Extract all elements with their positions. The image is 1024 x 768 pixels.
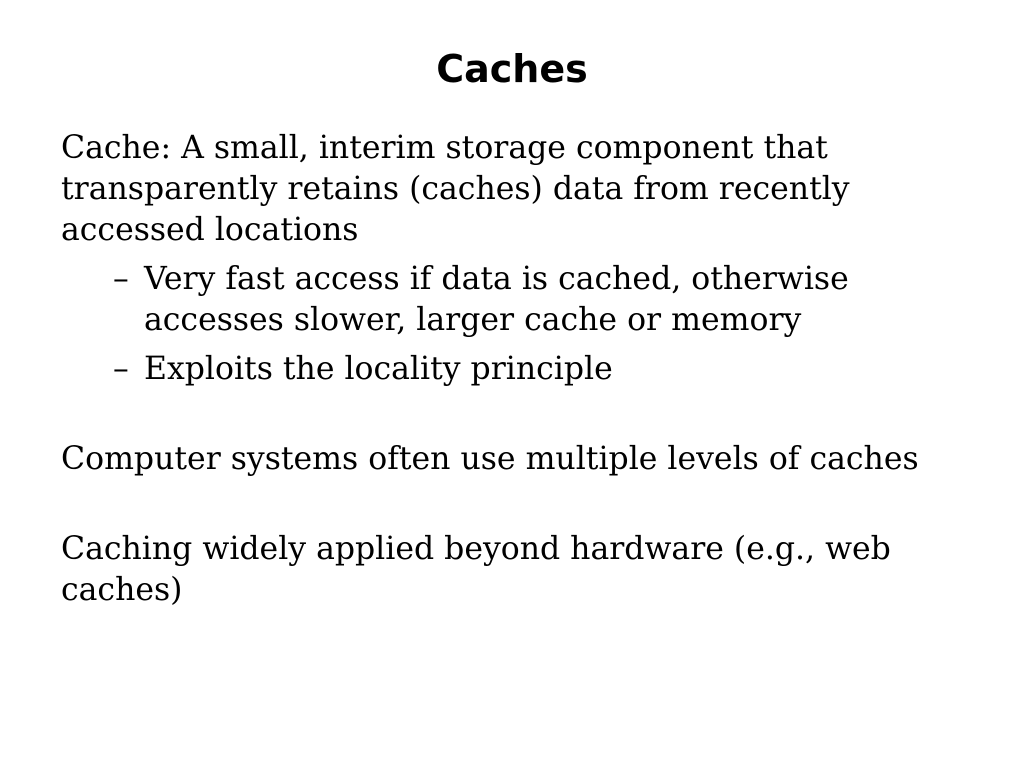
beyond-line: caches) xyxy=(61,572,183,608)
beyond-line: Caching widely applied beyond hardware (e.g., web xyxy=(61,531,891,567)
definition-line: Cache: A small, interim storage component that xyxy=(61,130,828,166)
sub-bullet-line: Very fast access if data is cached, otherwise xyxy=(144,261,849,297)
dash-marker: – xyxy=(113,351,129,387)
multilevel-line: Computer systems often use multiple levels of caches xyxy=(61,441,919,477)
definition-line: transparently retains (caches) data from recently xyxy=(61,171,850,207)
sub-bullet-line: Exploits the locality principle xyxy=(144,351,613,387)
definition-line: accessed locations xyxy=(61,212,359,248)
slide-title: Caches xyxy=(436,47,588,91)
dash-marker: – xyxy=(113,261,129,297)
sub-bullet-line: accesses slower, larger cache or memory xyxy=(144,302,802,338)
